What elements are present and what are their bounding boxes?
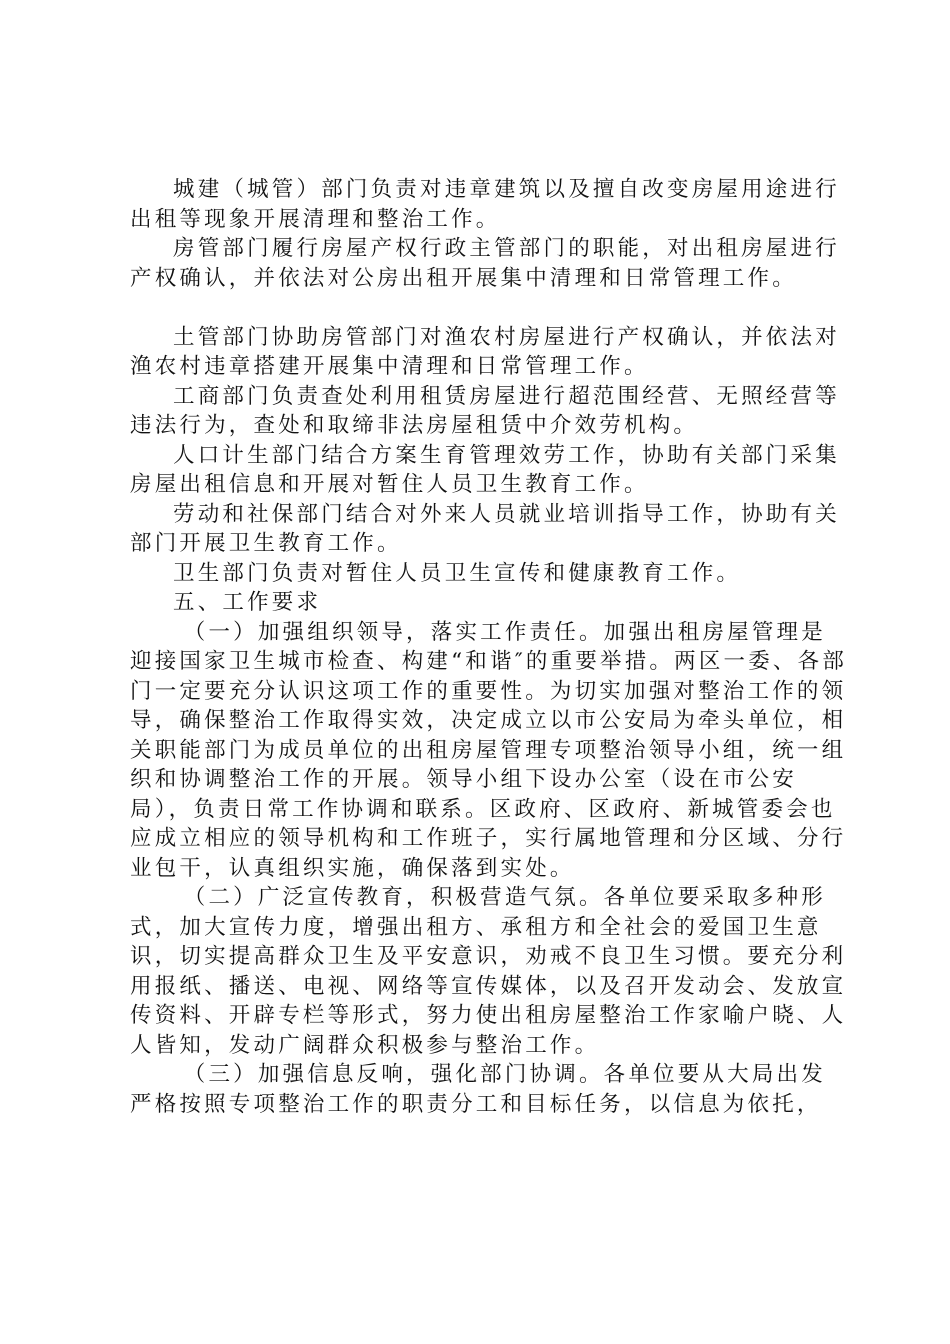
paragraph-health-department: 卫生部门负责对暂住人员卫生宣传和健康教育工作。 xyxy=(173,560,742,586)
paragraph-housing-management: 房管部门履行房屋产权行政主管部门的职能，对出租房屋进行产权确认，并依法对公房出租开展集中清理和日常管理工作。 xyxy=(130,236,840,291)
paragraph-population-planning: 人口计生部门结合方案生育管理效劳工作，协助有关部门采集房屋出租信息和开展对暂住人员卫生教育工作。 xyxy=(130,442,840,497)
paragraph-labor-social-security: 劳动和社保部门结合对外来人员就业培训指导工作，协助有关部门开展卫生教育工作。 xyxy=(130,501,840,556)
paragraph-urban-construction: 城建（城管）部门负责对违章建筑以及擅自改变房屋用途进行出租等现象开展清理和整治工作。 xyxy=(130,177,840,232)
paragraph-land-management: 土管部门协助房管部门对渔农村房屋进行产权确认，并依法对渔农村违章搭建开展集中清理和日常管理工作。 xyxy=(130,324,840,379)
paragraph-requirement-2: （二）广泛宣传教育，积极营造气氛。各单位要采取多种形式，加大宣传力度，增强出租方、承租方和全社会的爱国卫生意识，切实提高群众卫生及平安意识，劝戒不良卫生习惯。要充分利用报纸、播送、电视、网络等宣传媒体，以及召开发动会、发放宣传资料、开辟专栏等形式，努力使出租房屋整治工作家喻户晓、人人皆知，发动广阔群众积极参与整治工作。 xyxy=(130,885,847,1058)
document-body xyxy=(130,175,850,1119)
paragraph-requirement-1: （一）加强组织领导，落实工作责任。加强出租房屋管理是迎接国家卫生城市检查、构建“和谐″的重要举措。两区一委、各部门一定要充分认识这项工作的重要性。为切实加强对整治工作的领导，确保整治工作取得实效，决定成立以市公安局为牵头单位，相关职能部门为成员单位的出租房屋管理专项整治领导小组，统一组织和协调整治工作的开展。领导小组下设办公室（设在市公安局），负责日常工作协调和联系。区政府、区政府、新城管委会也应成立相应的领导机构和工作班子，实行属地管理和分区域、分行业包干，认真组织实施，确保落到实处。 xyxy=(130,619,848,881)
paragraph-requirement-3: （三）加强信息反响，强化部门协调。各单位要从大局出发严格按照专项整治工作的职责分工和目标任务，以信息为依托， xyxy=(130,1062,826,1117)
section-heading-work-requirements: 五、工作要求 xyxy=(173,590,322,615)
paragraph-industry-commerce: 工商部门负责查处利用租赁房屋进行超范围经营、无照经营等违法行为，查处和取缔非法房屋租赁中介效劳机构。 xyxy=(130,383,840,438)
